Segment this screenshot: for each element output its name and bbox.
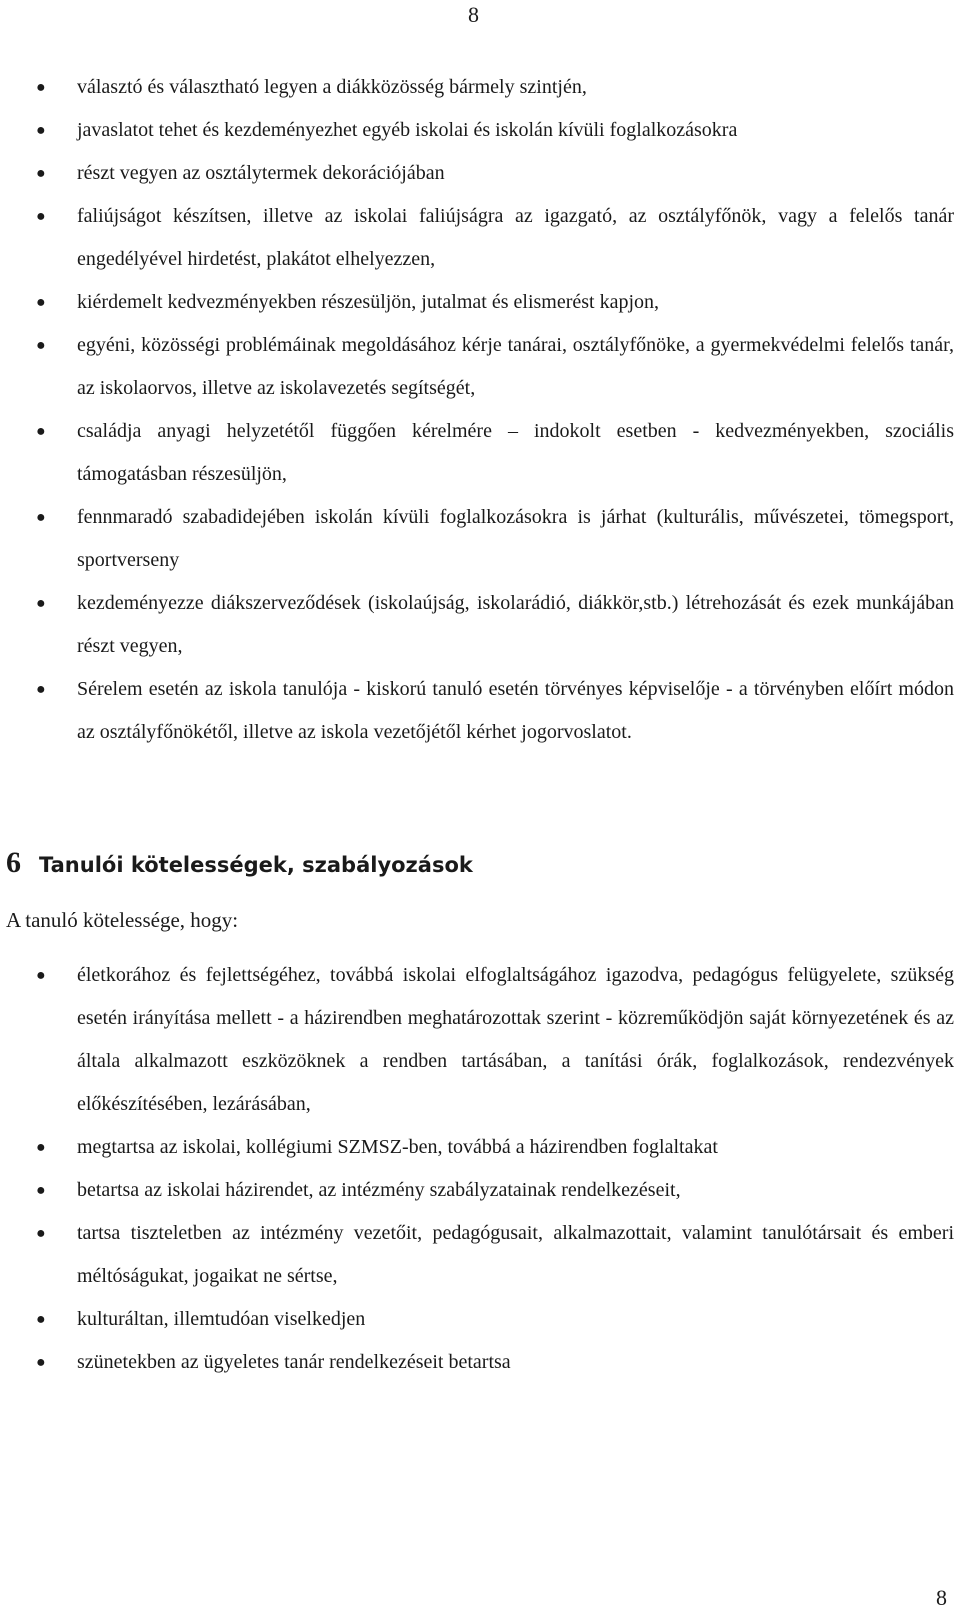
bullet-icon: ●	[36, 967, 46, 984]
list-item: ● választó és választható legyen a diákközösség bármely szintjén,	[0, 66, 954, 109]
page-number-bottom: 8	[936, 1585, 947, 1610]
list-item: ● életkorához és fejlettségéhez, továbbá iskolai elfoglaltságához igazodva, pedagógus felügyelete, szükség esetén irányítása mellett - a házirendben meghatározottak szerint - közreműködjön saját környezetének és az általa alkalmazott eszközöknek a rendben tartásában, a tanítási órák, foglalkozások, rendezvények előkészítésében, lezárásában,	[0, 954, 954, 1126]
bullet-icon: ●	[36, 337, 46, 354]
bullet-icon: ●	[36, 1311, 46, 1328]
list-item: ● tartsa tiszteletben az intézmény vezetőit, pedagógusait, alkalmazottait, valamint tanulótársait és emberi méltóságukat, jogaikat ne sértse,	[0, 1212, 954, 1298]
bullet-icon: ●	[36, 1139, 46, 1156]
bullet-icon: ●	[36, 1225, 46, 1242]
list-item: ● kiérdemelt kedvezményekben részesüljön, jutalmat és elismerést kapjon,	[0, 281, 954, 324]
list-item: ● javaslatot tehet és kezdeményezhet egyéb iskolai és iskolán kívüli foglalkozásokra	[0, 109, 954, 152]
list-item: ● faliújságot készítsen, illetve az iskolai faliújságra az igazgató, az osztályfőnök, vagy a felelős tanár engedélyével hirdetést, plakátot elhelyezzen,	[0, 195, 954, 281]
section-title: Tanulói kötelességek, szabályozások	[39, 853, 473, 877]
list-item: ● részt vegyen az osztálytermek dekorációjában	[0, 152, 954, 195]
page-number-top: 8	[468, 2, 479, 27]
list-item: ● kulturáltan, illemtudóan viselkedjen	[0, 1298, 954, 1341]
bullet-icon: ●	[36, 423, 46, 440]
bullet-icon: ●	[36, 165, 46, 182]
section-number: 6	[6, 846, 21, 879]
bullet-icon: ●	[36, 294, 46, 311]
section-heading	[6, 846, 946, 880]
list-item: ● fennmaradó szabadidejében iskolán kívüli foglalkozásokra is járhat (kulturális, művészetei, tömegsport, sportverseny	[0, 496, 954, 582]
list-item: ● egyéni, közösségi problémáinak megoldásához kérje tanárai, osztályfőnöke, a gyermekvédelmi felelős tanár, az iskolaorvos, illetve az iskolavezetés segítségét,	[0, 324, 954, 410]
bullet-icon: ●	[36, 1182, 46, 1199]
section-intro: A tanuló kötelessége, hogy:	[6, 908, 239, 932]
list-item: ● Sérelem esetén az iskola tanulója - kiskorú tanuló esetén törvényes képviselője - a törvényben előírt módon az osztályfőnökétől, illetve az iskola vezetőjétől kérhet jogorvoslatot.	[0, 668, 954, 754]
list-item: ● családja anyagi helyzetétől függően kérelmére – indokolt esetben - kedvezményekben, szociális támogatásban részesüljön,	[0, 410, 954, 496]
student-duties-list	[0, 954, 954, 1384]
bullet-icon: ●	[36, 208, 46, 225]
bullet-icon: ●	[36, 1354, 46, 1371]
bullet-icon: ●	[36, 122, 46, 139]
bullet-icon: ●	[36, 79, 46, 96]
bullet-icon: ●	[36, 595, 46, 612]
bullet-icon: ●	[36, 509, 46, 526]
list-item: ● kezdeményezze diákszerveződések (iskolaújság, iskolarádió, diákkör,stb.) létrehozását és ezek munkájában részt vegyen,	[0, 582, 954, 668]
bullet-icon: ●	[36, 681, 46, 698]
list-item: ● szünetekben az ügyeletes tanár rendelkezéseit betartsa	[0, 1341, 954, 1384]
list-item: ● megtartsa az iskolai, kollégiumi SZMSZ-ben, továbbá a házirendben foglaltakat	[0, 1126, 954, 1169]
student-rights-list	[0, 66, 954, 754]
list-item: ● betartsa az iskolai házirendet, az intézmény szabályzatainak rendelkezéseit,	[0, 1169, 954, 1212]
